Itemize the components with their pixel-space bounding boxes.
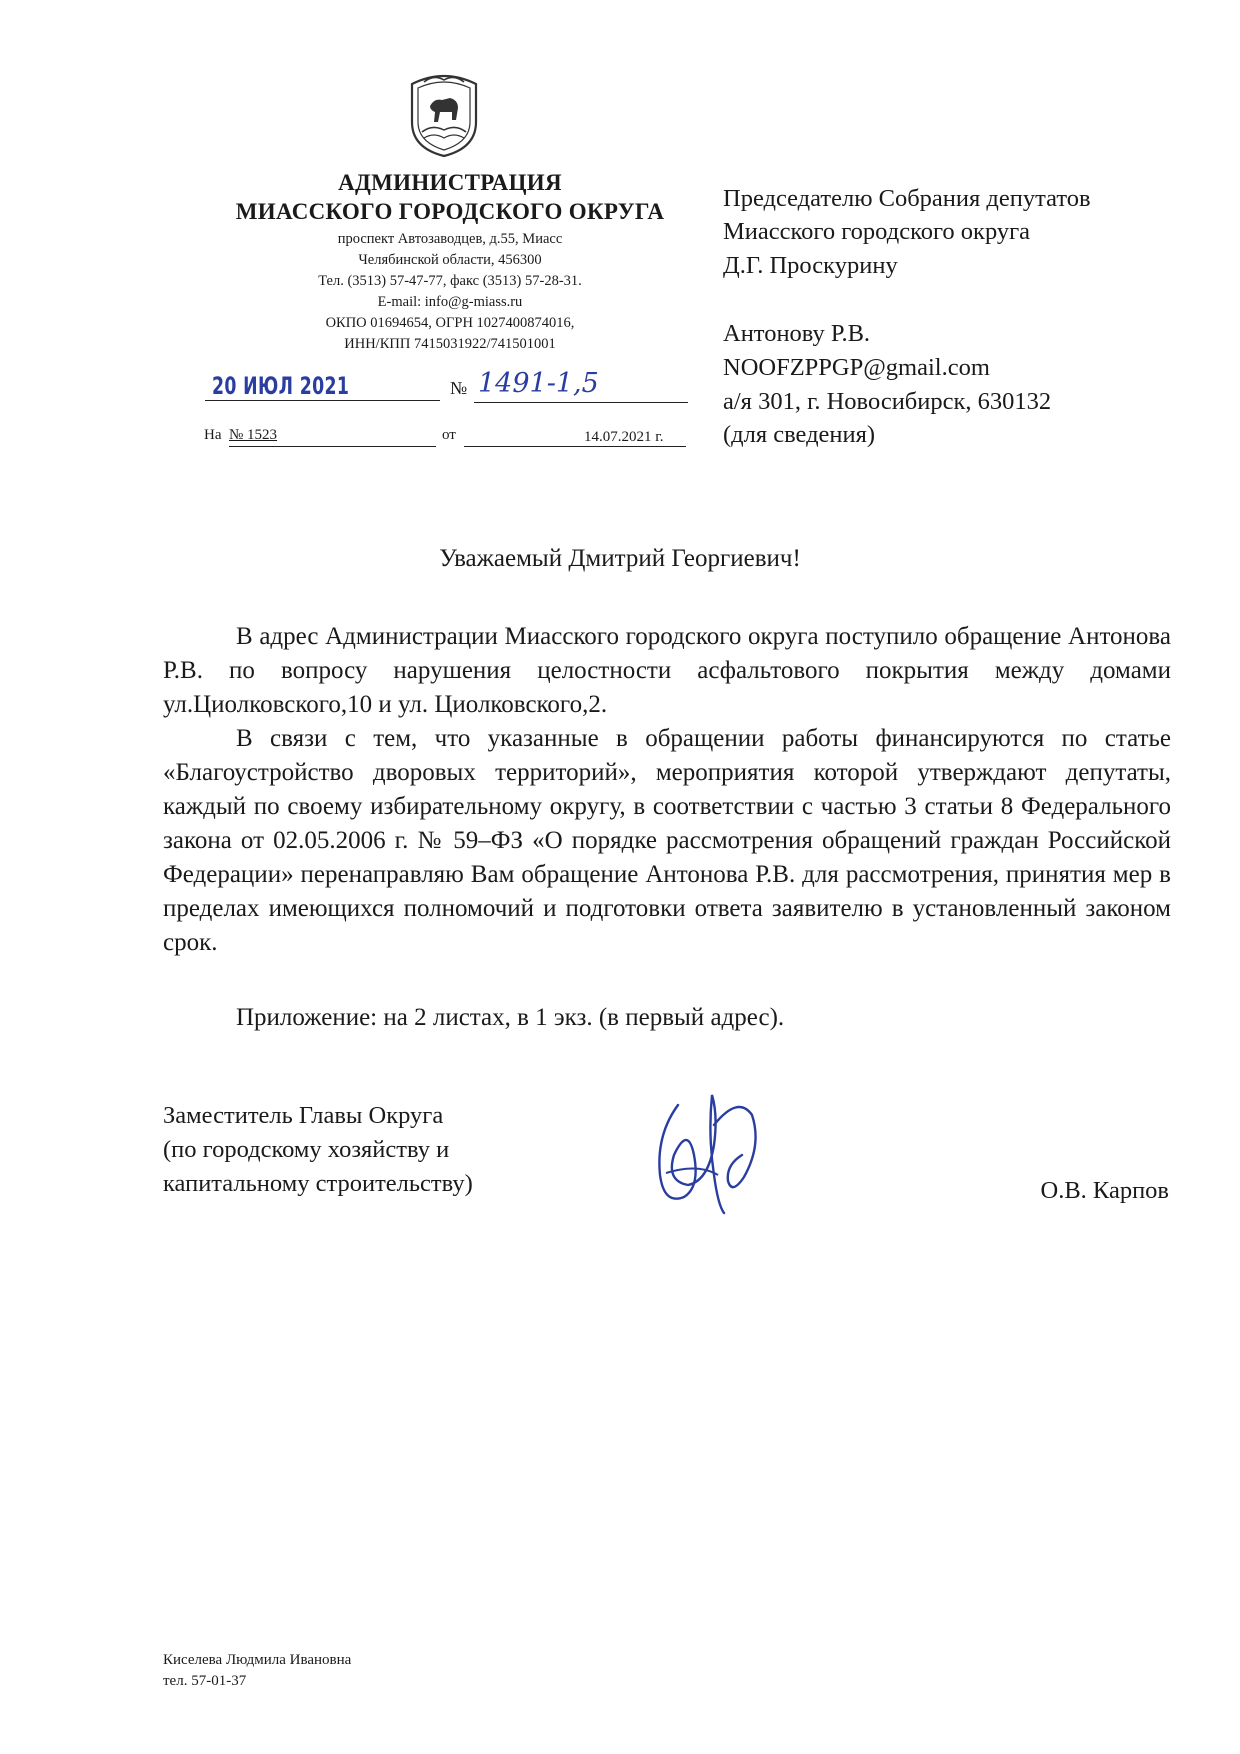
recipient-line4: Антонову Р.В.: [723, 320, 871, 347]
org-title-line2: МИАССКОГО ГОРОДСКОГО ОКРУГА: [235, 199, 665, 224]
date-underline: [205, 400, 440, 401]
org-codes: ОКПО 01694654, ОГРН 1027400874016,: [325, 315, 575, 331]
position-line1: Заместитель Главы Округа: [163, 1102, 444, 1129]
salutation: Уважаемый Дмитрий Георгиевич!: [439, 545, 801, 572]
ref-underline: [229, 446, 436, 447]
date-stamp: 20 ИЮЛ 2021: [212, 372, 350, 400]
executor-info: [163, 1650, 351, 1692]
recipient-line1: Председателю Собрания депутатов: [723, 185, 1091, 212]
executor-phone: тел. 57-01-37: [163, 1673, 247, 1689]
recipient-note: (для сведения): [723, 421, 876, 448]
recipient-address: а/я 301, г. Новосибирск, 630132: [723, 388, 1052, 415]
coat-of-arms-emblem: [404, 72, 484, 158]
ref-number: № 1523: [229, 427, 278, 443]
signatory-position: [163, 1099, 473, 1201]
recipient-email: NOOFZPPGP@gmail.com: [723, 354, 990, 381]
org-phone: Тел. (3513) 57-47-77, факс (3513) 57-28-31.: [318, 273, 582, 289]
org-address-line2: Челябинской области, 456300: [358, 252, 542, 268]
number-sign: №: [450, 378, 468, 398]
outgoing-number: 1491-1,5: [478, 368, 599, 399]
org-address-line1: проспект Автозаводцев, д.55, Миасс: [337, 231, 563, 247]
position-line3: капитальному строительству): [163, 1170, 473, 1197]
recipient-line2: Миасского городского округа: [723, 218, 1031, 245]
signatory-name: О.В. Карпов: [1040, 1177, 1169, 1204]
body-paragraph-1: В адрес Администрации Миасского городского округа поступило обращение Антонова Р.В. по вопросу нарушения целостности асфальтового покрытия между домами ул.Циолковского,10 и ул. Циолковского,2.: [163, 623, 1171, 718]
handwritten-signature: [648, 1085, 768, 1220]
ref-date: 14.07.2021 г.: [584, 429, 664, 445]
org-title-line1: АДМИНИСТРАЦИЯ: [338, 170, 562, 195]
executor-name: Киселева Людмила Ивановна: [163, 1652, 352, 1668]
org-email: E-mail: info@g-miass.ru: [377, 294, 523, 310]
position-line2: (по городскому хозяйству и: [163, 1136, 450, 1163]
ref-label: На: [204, 427, 222, 443]
recipient-line3: Д.Г. Проскурину: [723, 252, 898, 279]
org-inn: ИНН/КПП 7415031922/741501001: [344, 336, 556, 352]
number-underline: [474, 402, 688, 403]
ref-from-label: от: [442, 427, 456, 443]
body-paragraph-2: В связи с тем, что указанные в обращении работы финансируются по статье «Благоустройство дворовых территорий», мероприятия которой утверждают депутаты, каждый по своему избирательному округу, в соответствии с частью 3 статьи 8 Федерального закона от 02.05.2006 г. № 59–ФЗ «О порядке рассмотрения обращений граждан Российской Федерации» перенаправляю Вам обращение Антонова Р.В. для рассмотрения, принятия мер в пределах имеющихся полномочий и подготовки ответа заявителю в установленный законом срок.: [163, 725, 1171, 956]
ref-date-underline: [464, 446, 686, 447]
attachment-note: Приложение: на 2 листах, в 1 экз. (в первый адрес).: [236, 1004, 785, 1031]
